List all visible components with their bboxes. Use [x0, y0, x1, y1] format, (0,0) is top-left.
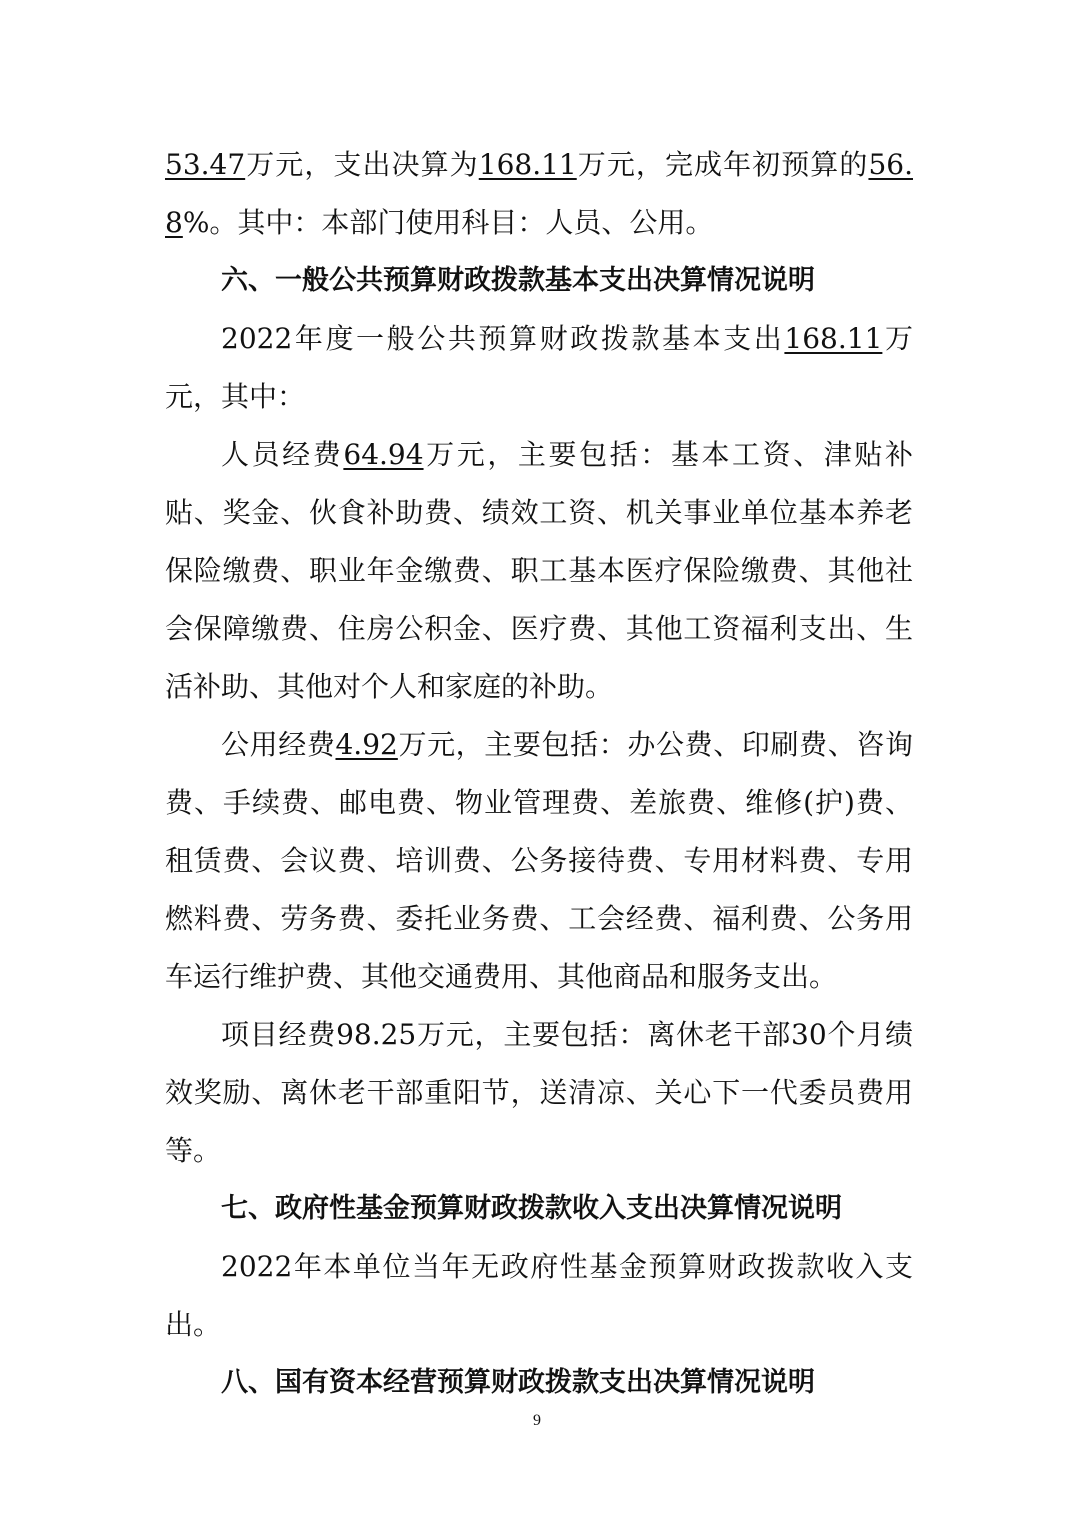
project-expense-paragraph: 项目经费98.25万元，主要包括：离休老干部30个月绩效奖励、离休老干部重阳节，送清凉、关心下一代委员费用等。: [165, 1018, 913, 1167]
section8-heading: 八、国有资本经营预算财政拨款支出决算情况说明: [221, 1367, 815, 1398]
section6-heading: 六、一般公共预算财政拨款基本支出决算情况说明: [221, 265, 815, 296]
completion-rate: 56.8: [165, 148, 913, 239]
section6-summary: 2022年度一般公共预算财政拨款基本支出168.11万元，其中：: [165, 322, 913, 413]
public-expense-paragraph: 公用经费4.92万元，主要包括：办公费、印刷费、咨询费、手续费、邮电费、物业管理费、差旅费、维修(护)费、租赁费、会议费、培训费、公务接待费、专用材料费、专用燃料费、劳务费、委托业务费、工会经费、福利费、公务用车运行维护费、其他交通费用、其他商品和服务支出。: [165, 728, 913, 993]
public-expense-amount: 4.92: [335, 728, 398, 761]
section7-heading: 七、政府性基金预算财政拨款收入支出决算情况说明: [221, 1193, 842, 1224]
intro-paragraph: 53.47万元，支出决算为168.11万元，完成年初预算的56.8%。其中：本部门使用科目：人员、公用。: [165, 148, 913, 239]
expense-amount: 168.11: [478, 148, 577, 181]
income-amount: 53.47: [165, 148, 246, 181]
section7-paragraph: 2022年本单位当年无政府性基金预算财政拨款收入支出。: [165, 1250, 913, 1341]
personnel-expense-paragraph: 人员经费64.94万元，主要包括：基本工资、津贴补贴、奖金、伙食补助费、绩效工资、机关事业单位基本养老保险缴费、职业年金缴费、职工基本医疗保险缴费、其他社会保障缴费、住房公积金、医疗费、其他工资福利支出、生活补助、其他对个人和家庭的补助。: [165, 438, 913, 703]
personnel-expense-amount: 64.94: [343, 438, 424, 471]
page-number: 9: [533, 1412, 541, 1429]
basic-expense-amount: 168.11: [784, 322, 883, 355]
document-page: [165, 136, 913, 1412]
